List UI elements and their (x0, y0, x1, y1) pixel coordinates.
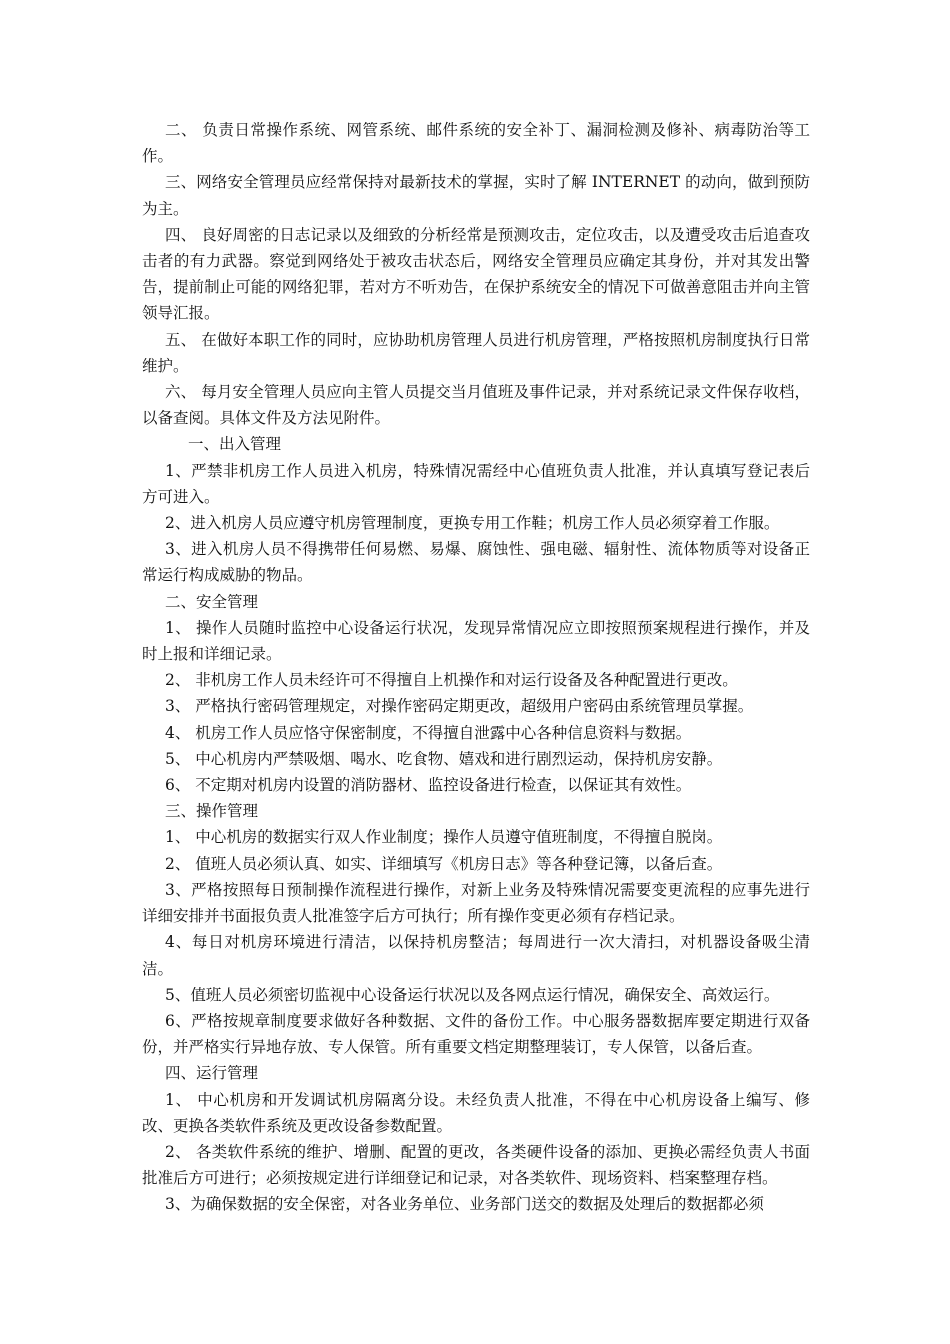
paragraph: 4、 机房工作人员应恪守保密制度，不得擅自泄露中心各种信息资料与数据。 (165, 723, 692, 742)
paragraph: 2、 非机房工作人员未经许可不得擅自上机操作和对运行设备及各种配置进行更改。 (165, 671, 738, 690)
paragraph: 五、 在做好本职工作的同时，应协助机房管理人员进行机房管理，严格按照机房制度执行日常维护。 (142, 330, 810, 375)
paragraph: 2、 各类软件系统的维护、增删、配置的更改，各类硬件设备的添加、更换必需经负责人书面批准后方可进行；必须按规定进行详细登记和记录，对各类软件、现场资料、档案整理存档。 (142, 1142, 810, 1188)
paragraph: 3、进入机房人员不得携带任何易燃、易爆、腐蚀性、强电磁、辐射性、流体物质等对设备正常运行构成威胁的物品。 (142, 540, 810, 585)
document-body (142, 117, 810, 1218)
paragraph: 6、 不定期对机房内设置的消防器材、监控设备进行检查，以保证其有效性。 (165, 776, 692, 795)
paragraph: 6、严格按规章制度要求做好各种数据、文件的备份工作。中心服务器数据库要定期进行双备份，并严格实行异地存放、专人保管。所有重要文档定期整理装订，专人保管，以备后查。 (142, 1011, 810, 1057)
paragraph: 1、严禁非机房工作人员进入机房，特殊情况需经中心值班负责人批准，并认真填写登记表后方可进入。 (142, 461, 810, 506)
paragraph: 1、 操作人员随时监控中心设备运行状况，发现异常情况应立即按照预案规程进行操作，并及时上报和详细记录。 (142, 618, 810, 664)
paragraph: 5、值班人员必须密切监视中心设备运行状况以及各网点运行情况，确保安全、高效运行。 (165, 985, 780, 1004)
paragraph: 六、 每月安全管理人员应向主管人员提交当月值班及事件记录，并对系统记录文件保存收档，以备查阅。具体文件及方法见附件。 (142, 383, 810, 428)
section-heading: 四、运行管理 (165, 1064, 259, 1083)
paragraph: 2、进入机房人员应遵守机房管理制度，更换专用工作鞋；机房工作人员必须穿着工作服。 (165, 514, 780, 533)
paragraph: 三、网络安全管理员应经常保持对最新技术的掌握，实时了解 INTERNET 的动向，做到预防为主。 (142, 173, 810, 218)
paragraph: 3、严格按照每日预制操作流程进行操作，对新上业务及特殊情况需要变更流程的应事先进行详细安排并书面报负责人批准签字后方可执行；所有操作变更必须有存档记录。 (142, 880, 810, 926)
section-heading: 二、安全管理 (165, 592, 259, 611)
paragraph: 1、 中心机房和开发调试机房隔离分设。未经负责人批准，不得在中心机房设备上编写、修改、更换各类软件系统及更改设备参数配置。 (142, 1090, 810, 1135)
paragraph: 3、为确保数据的安全保密，对各业务单位、业务部门送交的数据及处理后的数据都必须 (165, 1195, 764, 1214)
section-heading: 一、出入管理 (188, 435, 282, 454)
paragraph: 3、 严格执行密码管理规定，对操作密码定期更改，超级用户密码由系统管理员掌握。 (165, 697, 754, 716)
paragraph: 4、每日对机房环境进行清洁，以保持机房整洁；每周进行一次大清扫，对机器设备吸尘清洁。 (142, 933, 810, 978)
paragraph: 四、 良好周密的日志记录以及细致的分析经常是预测攻击，定位攻击，以及遭受攻击后追查攻击者的有力武器。察觉到网络处于被攻击状态后，网络安全管理员应确定其身份，并对其发出警告，提前制止可能的网络犯罪，若对方不听劝告，在保护系统安全的情况下可做善意阻击并向主管领导汇报。 (142, 225, 810, 323)
paragraph: 1、 中心机房的数据实行双人作业制度；操作人员遵守值班制度，不得擅自脱岗。 (165, 828, 723, 847)
section-heading: 三、操作管理 (165, 802, 259, 821)
paragraph: 2、 值班人员必须认真、如实、详细填写《机房日志》等各种登记簿，以备后查。 (165, 854, 723, 873)
paragraph: 5、 中心机房内严禁吸烟、喝水、吃食物、嬉戏和进行剧烈运动，保持机房安静。 (165, 749, 723, 768)
paragraph: 二、 负责日常操作系统、网管系统、邮件系统的安全补丁、漏洞检测及修补、病毒防治等工作。 (142, 121, 810, 166)
